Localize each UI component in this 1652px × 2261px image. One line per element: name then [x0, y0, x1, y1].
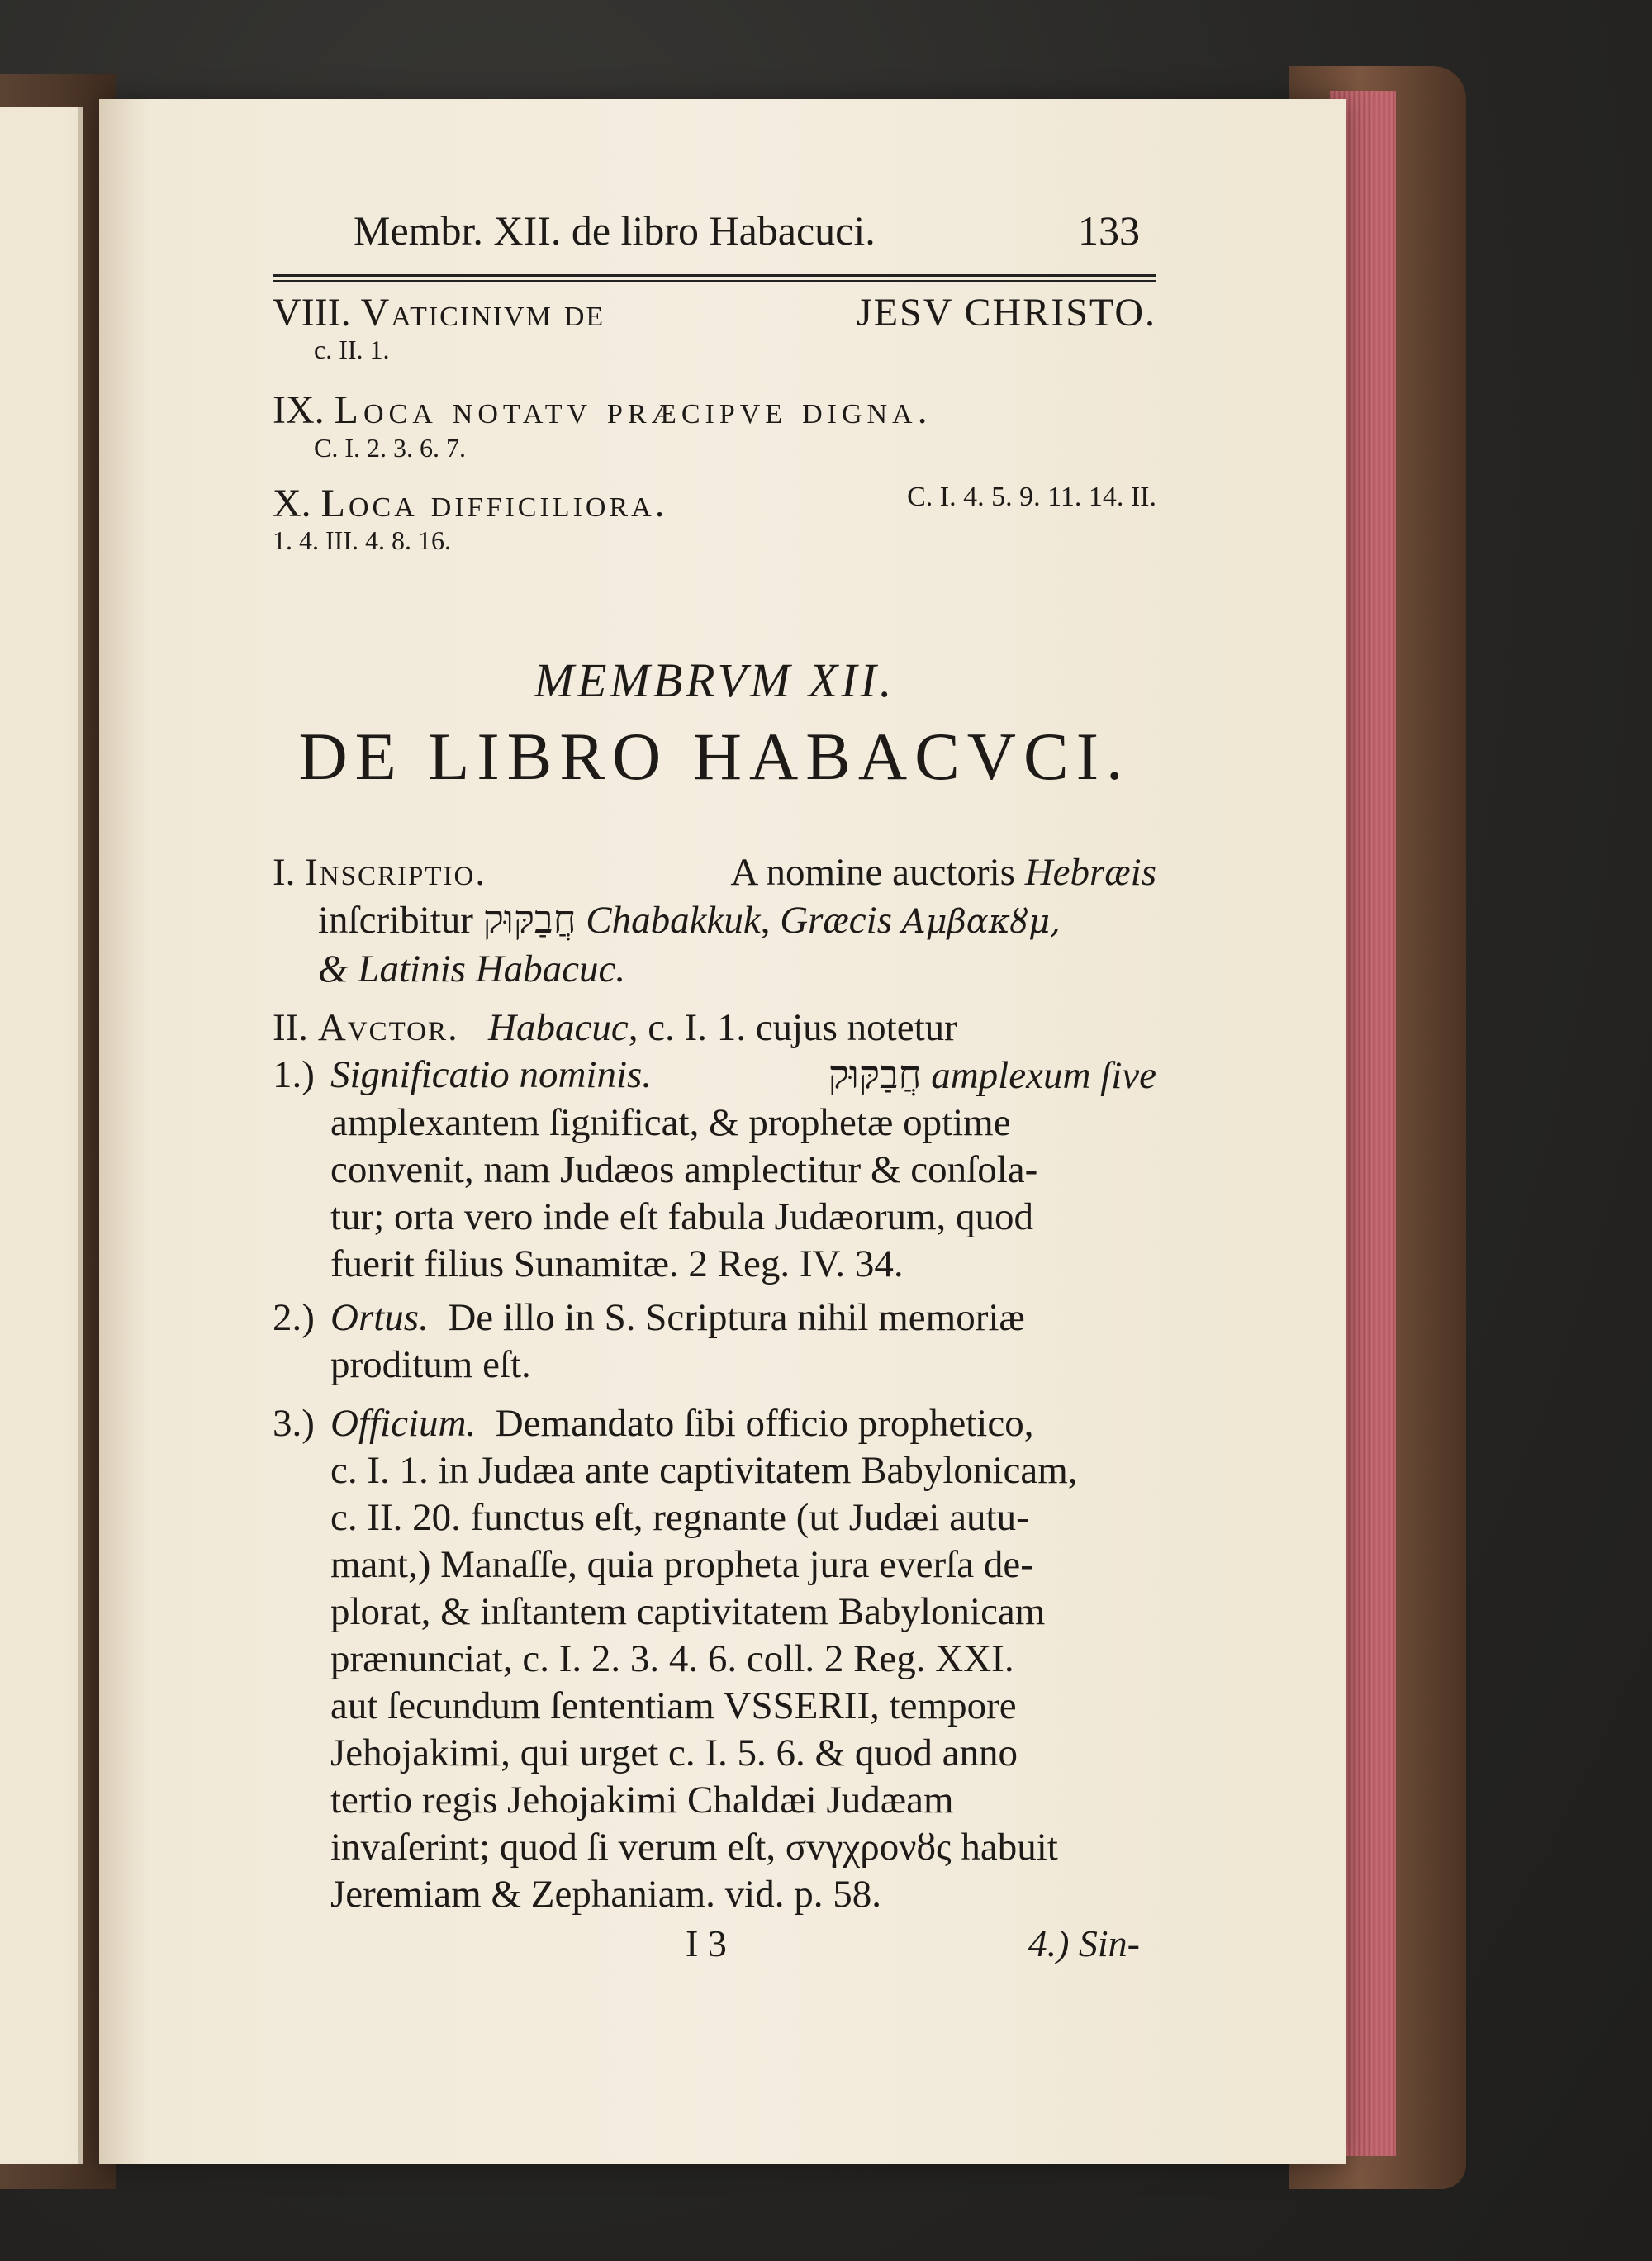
toc-num: IX.: [273, 388, 325, 433]
section-label: MEMBRVM XII.: [534, 653, 895, 708]
toc-item: [273, 290, 1156, 335]
page-number: 133: [1078, 207, 1140, 254]
text-line: prænunciat, c. I. 2. 3. 4. 6. coll. 2 Reg. XXI.: [330, 1637, 1014, 1681]
text-line: aut ſecundum ſententiam VSSERII, tempore: [330, 1684, 1017, 1728]
text: Habacuc: [488, 1006, 629, 1050]
text: , c. I. 1. cujus notetur: [628, 1006, 957, 1050]
toc-num: X.: [273, 481, 311, 525]
text: inſcribitur: [318, 899, 473, 943]
hebrew-word: חֲבַקּוּק: [828, 1052, 922, 1099]
greek-word: Αμβακȣμ,: [901, 903, 1061, 942]
left-page-edge: [0, 107, 83, 2164]
toc-item: [273, 387, 1156, 433]
text: Hebræis: [1024, 851, 1156, 895]
text-line: tur; orta vero inde eſt fabula Judæorum, quod: [330, 1195, 1034, 1239]
text-line: fuerit filius Sunamitæ. 2 Reg. IV. 34.: [330, 1242, 904, 1286]
text-line: c. I. 1. in Judæa ante captivitatem Babylonicam,: [330, 1449, 1078, 1493]
text: De illo in S. Scriptura nihil memoriæ: [448, 1296, 1025, 1340]
running-head: [273, 207, 1156, 264]
toc-ref: C. I. 4. 5. 9. 11. 14. II.: [907, 481, 1156, 512]
text-line: invaſerint; quod ſi verum eſt, σvγχρονȣς habuit: [330, 1826, 1058, 1869]
item-num: 2.): [273, 1296, 315, 1340]
section-label-auctor: Avctor.: [317, 1006, 459, 1050]
section-num: II.: [273, 1006, 309, 1050]
section-num: I.: [273, 851, 296, 895]
text-line: convenit, nam Judæos amplectitur & conſola-: [330, 1148, 1038, 1192]
text-line: Jeremiam & Zephaniam. vid. p. 58.: [330, 1873, 881, 1917]
text-line: c. II. 20. functus eſt, regnante (ut Judæi autu-: [330, 1496, 1029, 1540]
item-label: Significatio nominis.: [330, 1053, 653, 1097]
text-line: mant,) Manaſſe, quia propheta jura everſa de-: [330, 1543, 1033, 1587]
item-label: Officium.: [330, 1402, 477, 1446]
toc-ref: C. I. 2. 3. 6. 7.: [314, 432, 466, 463]
text-line: plorat, & inſtantem captivitatem Babylonicam: [330, 1590, 1046, 1634]
text: A nomine auctoris: [730, 851, 1015, 895]
text-line: proditum eſt.: [330, 1343, 531, 1387]
text: Græcis: [780, 899, 892, 943]
text-line: tertio regis Jehojakimi Chaldæi Judæam: [330, 1779, 954, 1822]
text-line: Jehojakimi, qui urget c. I. 5. 6. & quod anno: [330, 1731, 1018, 1775]
toc-item: [273, 481, 1156, 526]
signature-mark: I 3: [686, 1922, 727, 1965]
text: & Latinis Habacuc.: [318, 948, 626, 991]
text: Demandato ſibi officio prophetico,: [495, 1402, 1034, 1446]
toc-num: VIII.: [273, 291, 351, 335]
item-num: 3.): [273, 1402, 315, 1446]
hebrew-word: חֲבַקּוּק: [482, 897, 577, 943]
page-content: [273, 207, 1156, 1965]
rule: [273, 280, 1156, 282]
catchword: 4.) Sin-: [1028, 1922, 1140, 1965]
item-label: Ortus.: [330, 1296, 429, 1340]
toc-heading-name: JESV CHRISTO.: [857, 291, 1156, 335]
text-line: amplexantem ſignificat, & prophetæ optime: [330, 1101, 1011, 1145]
item-num: 1.): [273, 1053, 315, 1097]
toc-heading: Loca difficiliora.: [320, 481, 668, 525]
section-title: DE LIBRO HABACVCI.: [298, 719, 1131, 795]
text: amplexum ſive: [931, 1054, 1156, 1098]
toc-heading: Loca notatv præcipve digna.: [334, 388, 933, 433]
toc-ref: 1. 4. III. 4. 8. 16.: [273, 525, 451, 555]
page-footer: [273, 1921, 1156, 1965]
rule: [273, 274, 1156, 277]
paragraph-auctor: [273, 1005, 1156, 1052]
section-label-inscriptio: Inscriptio.: [305, 851, 487, 895]
toc-heading: Vaticinivm de: [360, 291, 605, 335]
paragraph-inscriptio: I. Inscriptio. A nomine auctoris Hebræis inſcribitur חֲבַקּוּק Chabakkuk, Græcis Αμβακȣμ, & Latinis Habacuc.: [273, 851, 1156, 991]
text: Chabakkuk: [586, 899, 761, 943]
list-item: [273, 1052, 1156, 1288]
running-head-title: Membr. XII. de libro Habacuci.: [354, 207, 876, 254]
toc-ref: c. II. 1.: [314, 335, 390, 365]
list-item: [273, 1400, 1156, 1918]
list-item: [273, 1294, 1156, 1389]
